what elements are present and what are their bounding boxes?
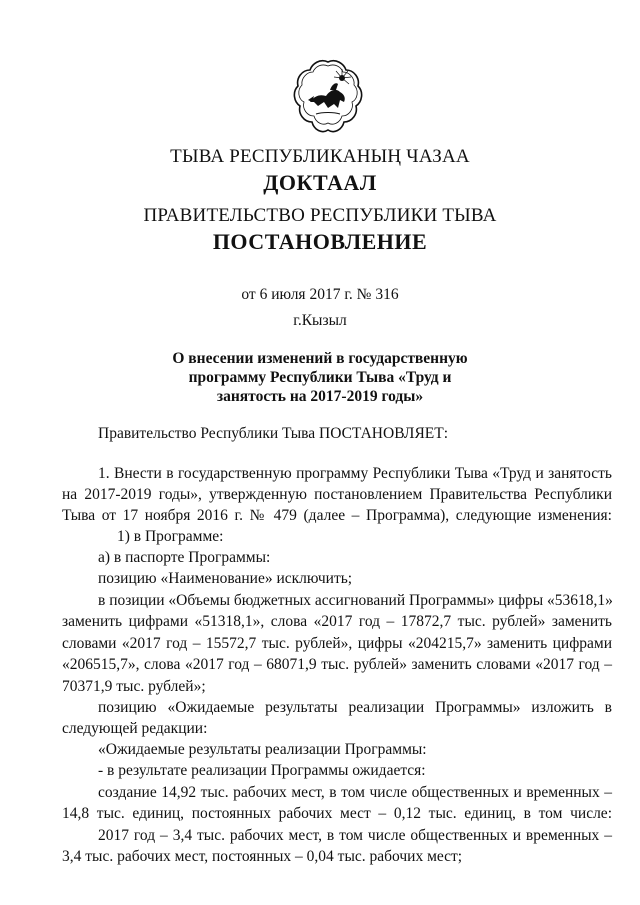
body-line: 70371,9 тыс. рублей»;	[62, 678, 206, 695]
title-line: занятость на 2017-2019 годы»	[216, 388, 424, 405]
title-line: О внесении изменений в государственную	[172, 350, 468, 367]
body-line: 1) в Программе:	[117, 528, 224, 545]
body-line: создание 14,92 тыс. рабочих мест, в том числе общественных и временных –	[98, 784, 612, 801]
city-line: г.Кызыл	[293, 312, 347, 329]
body-line: заменить цифрами «51318,1», слова «2017 год – 17872,7 тыс. рублей» заменить	[62, 613, 612, 630]
tyva-coat-of-arms-icon	[292, 56, 364, 138]
body-line: а) в паспорте Программы:	[98, 549, 271, 566]
body-line: позицию «Ожидаемые результаты реализации Программы» изложить в	[98, 699, 612, 716]
body-line: - в результате реализации Программы ожидается:	[98, 762, 426, 779]
body-line: Тыва от 17 ноября 2016 г. № 479 (далее – Программа), следующие изменения:	[62, 507, 612, 524]
body-line: 2017 год – 3,4 тыс. рабочих мест, в том числе общественных и временных –	[98, 827, 612, 844]
body-line: 1. Внести в государственную программу Республики Тыва «Труд и занятость	[98, 465, 612, 482]
body-line: словами «2017 год – 15572,7 тыс. рублей», цифры «204215,7» заменить цифрами	[62, 635, 612, 652]
header-government-russian: ПРАВИТЕЛЬСТВО РЕСПУБЛИКИ ТЫВА	[143, 205, 497, 226]
title-line: программу Республики Тыва «Труд и	[188, 369, 452, 386]
body-line: «Ожидаемые результаты реализации Программы:	[98, 741, 427, 758]
header-resolution-russian: ПОСТАНОВЛЕНИЕ	[212, 229, 428, 254]
body-line: следующей редакции:	[62, 720, 208, 737]
header-republic-government-tyvan: ТЫВА РЕСПУБЛИКАНЫҢ ЧАЗАА	[170, 146, 470, 167]
document-title	[0, 349, 640, 406]
header-decree-tyvan: ДОКТААЛ	[263, 170, 377, 195]
body-line: 14,8 тыс. единиц, постоянных рабочих мест – 0,12 тыс. единиц, в том числе:	[62, 805, 612, 822]
body-line: «206515,7», слова «2017 год – 68071,9 тыс. рублей» заменить словами «2017 год –	[62, 656, 612, 673]
body-line: 3,4 тыс. рабочих мест, постоянных – 0,04 тыс. рабочих мест;	[62, 848, 463, 865]
body-line: позицию «Наименование» исключить;	[98, 570, 353, 587]
preamble: Правительство Республики Тыва ПОСТАНОВЛЯЕТ:	[98, 425, 449, 442]
body-line: в позиции «Объемы бюджетных ассигнований Программы» цифры «53618,1»	[98, 592, 613, 609]
date-line: от 6 июля 2017 г. № 316	[241, 286, 399, 303]
body-line: на 2017-2019 годы», утвержденную постановлением Правительства Республики	[62, 486, 612, 503]
